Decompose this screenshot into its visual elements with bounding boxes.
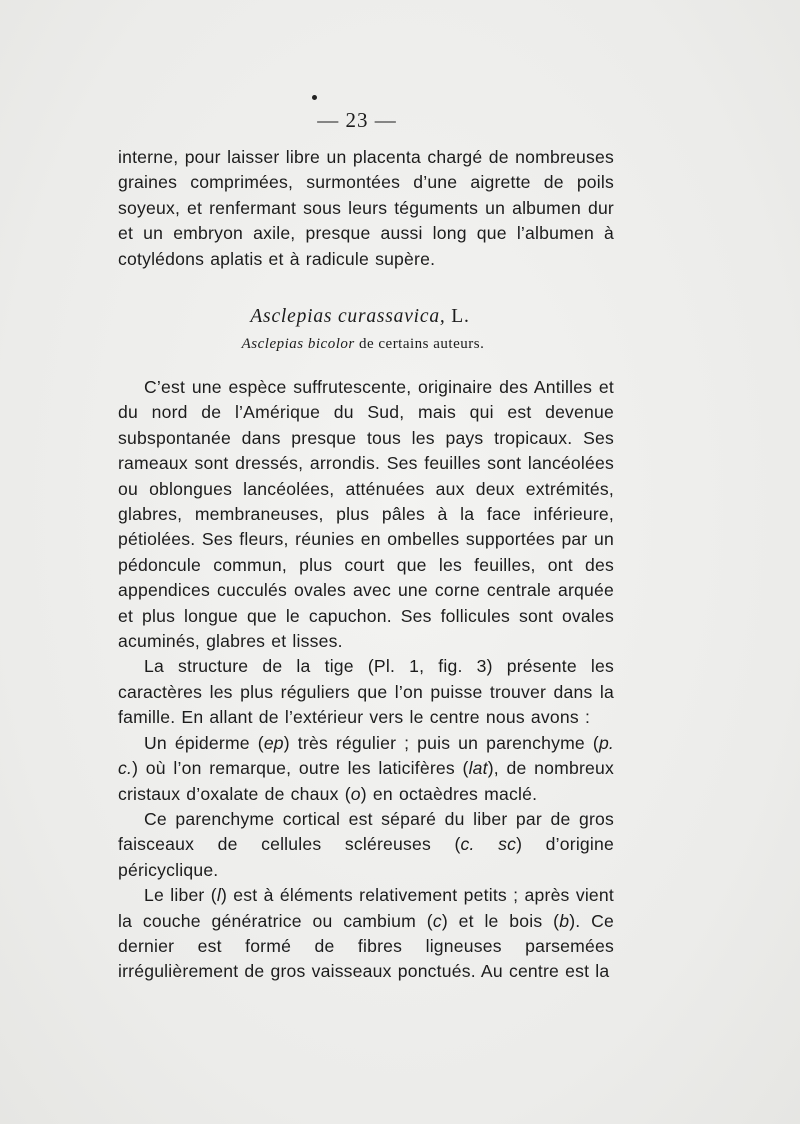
species-name: Asclepias curassavica,: [250, 306, 446, 327]
species-title: [0, 306, 720, 328]
label-o: o: [350, 783, 361, 804]
synonym-name: Asclepias bicolor: [241, 336, 355, 352]
label-ep: ep: [263, 732, 284, 753]
text-run: ). Ce dernier est formé de fibres ligneuses parsemées irrégulièrement de gros vaisseaux ponctués. Au centre est la: [118, 910, 614, 982]
intro-block: [118, 145, 614, 272]
label-csc: c. sc: [460, 834, 517, 855]
label-c: c: [432, 910, 442, 931]
text-run: ), de nombreux cristaux d’oxalate de chaux (: [118, 758, 614, 804]
text-run: ) et le bois (: [441, 910, 560, 931]
text-run: Ce parenchyme cortical est séparé du liber par de gros faisceaux de cellules scléreuses (: [118, 808, 614, 855]
paragraph-description: C’est une espèce suffrutescente, originaire des Antilles et du nord de l’Amérique du Sud, mais qui est devenue subspontanée dans presque tous les pays tropicaux. Ses rameaux sont dressés, arrondis. Ses feuilles sont lancéolées ou oblongues lancéolées, atténuées aux deux extrémités, glabres, membraneuses, plus pâles à la face inférieure, pétiolées. Ses fleurs, réunies en ombelles supportées par un pédoncule commun, plus court que les feuilles, ont des appendices cucculés ovales avec une corne centrale arquée et plus longue que le capuchon. Ses follicules sont ovales acuminés, glabres et lisses.: [118, 377, 614, 652]
paragraph-epiderme: [118, 731, 614, 807]
paragraph-structure: La structure de la tige (Pl. 1, fig. 3) présente les caractères les plus réguliers que l’on puisse trouver dans la famille. En allant de l’extérieur vers le centre nous avons :: [118, 656, 614, 728]
page-number: — 23 —: [317, 108, 397, 132]
paragraph-liber: [118, 883, 614, 985]
label-b: b: [559, 910, 570, 931]
synonym-note: de certains auteurs.: [358, 336, 485, 352]
paragraph-parenchyme: [118, 807, 614, 883]
body-block: [118, 375, 614, 985]
species-synonym: [0, 336, 726, 353]
text-run: Un épiderme (: [144, 732, 264, 753]
intro-paragraph: interne, pour laisser libre un placenta chargé de nombreuses graines comprimées, surmontées d’une aigrette de poils soyeux, et renfermant sous leurs téguments un albumen dur et un embryon axile, presque aussi long que l’albumen à cotylédons aplatis et à radicule supère.: [118, 147, 614, 269]
text-run: ) d’origine péricyclique.: [118, 834, 614, 880]
label-pc: p. c.: [118, 732, 615, 779]
ink-dot: [312, 95, 317, 100]
text-run: ) où l’on remarque, outre les laticifères (: [132, 758, 469, 779]
text-run: ) est à éléments relativement petits ; après vient la couche génératrice ou cambium (: [118, 885, 614, 931]
species-author: L.: [451, 306, 470, 327]
label-lat: lat: [468, 758, 488, 779]
text-run: Le liber (: [144, 885, 217, 906]
text-run: ) très régulier ; puis un parenchyme (: [283, 732, 599, 753]
text-run: ) en octaèdres maclé.: [360, 783, 538, 804]
label-l: l: [216, 885, 221, 906]
